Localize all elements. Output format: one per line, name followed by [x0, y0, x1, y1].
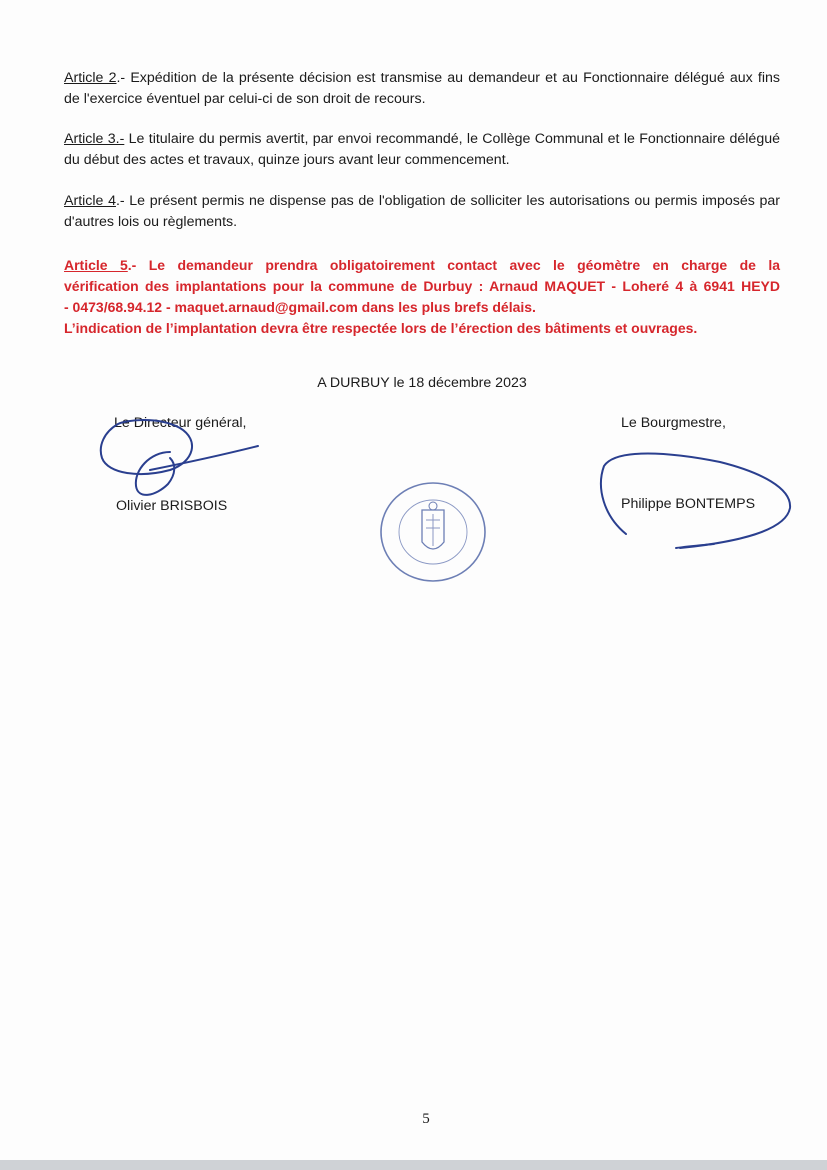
- director-signature-icon: [101, 420, 258, 495]
- article-2-text: .- Expédition de la présente décision est transmise au demandeur et au Fonctionnaire délégué aux fins de l'exercice éventuel par celui-ci de son droit de recours.: [64, 70, 781, 107]
- article-5-line-4: L’indication de l’implantation devra être respectée lors de l’érection des bâtiments et ouvrages.: [64, 320, 698, 336]
- article-5: [64, 255, 780, 339]
- article-5-label: Article 5: [64, 257, 128, 273]
- article-5-line-1-text: .- Le demandeur prendra obligatoirement contact avec le géomètre en charge de la: [127, 257, 780, 273]
- article-3-text: Le titulaire du permis avertit, par envoi recommandé, le Collège Communal et le Fonctionnaire délégué du début des actes et travaux, quinze jours avant leur commencement.: [64, 131, 780, 168]
- article-2-label: Article 2: [64, 70, 117, 86]
- article-5-line-3: - 0473/68.94.12 - maquet.arnaud@gmail.com dans les plus brefs délais.: [64, 299, 536, 315]
- mayor-title: Le Bourgmestre,: [621, 415, 726, 431]
- article-3-label: Article 3.-: [64, 131, 125, 147]
- article-5-line-2: vérification des implantations pour la commune de Durbuy : Arnaud MAQUET - Loheré 4 à 6941 HEYD: [64, 278, 780, 294]
- municipal-seal-icon: [378, 480, 488, 584]
- article-5-line-1: [64, 255, 780, 276]
- article-4-label: Article 4: [64, 193, 116, 209]
- article-4-text: .- Le présent permis ne dispense pas de l'obligation de solliciter les autorisations ou permis imposés par d'autres lois ou règlements.: [64, 193, 780, 230]
- article-2: [64, 68, 780, 110]
- mayor-name: Philippe BONTEMPS: [621, 496, 756, 512]
- article-4: [64, 191, 780, 233]
- place-and-date: A DURBUY le 18 décembre 2023: [317, 375, 527, 391]
- article-3: [64, 129, 780, 171]
- director-title: Le Directeur général,: [114, 415, 247, 431]
- scan-bottom-edge: [0, 1160, 827, 1170]
- director-name: Olivier BRISBOIS: [116, 498, 228, 514]
- page-number: 5: [422, 1111, 430, 1127]
